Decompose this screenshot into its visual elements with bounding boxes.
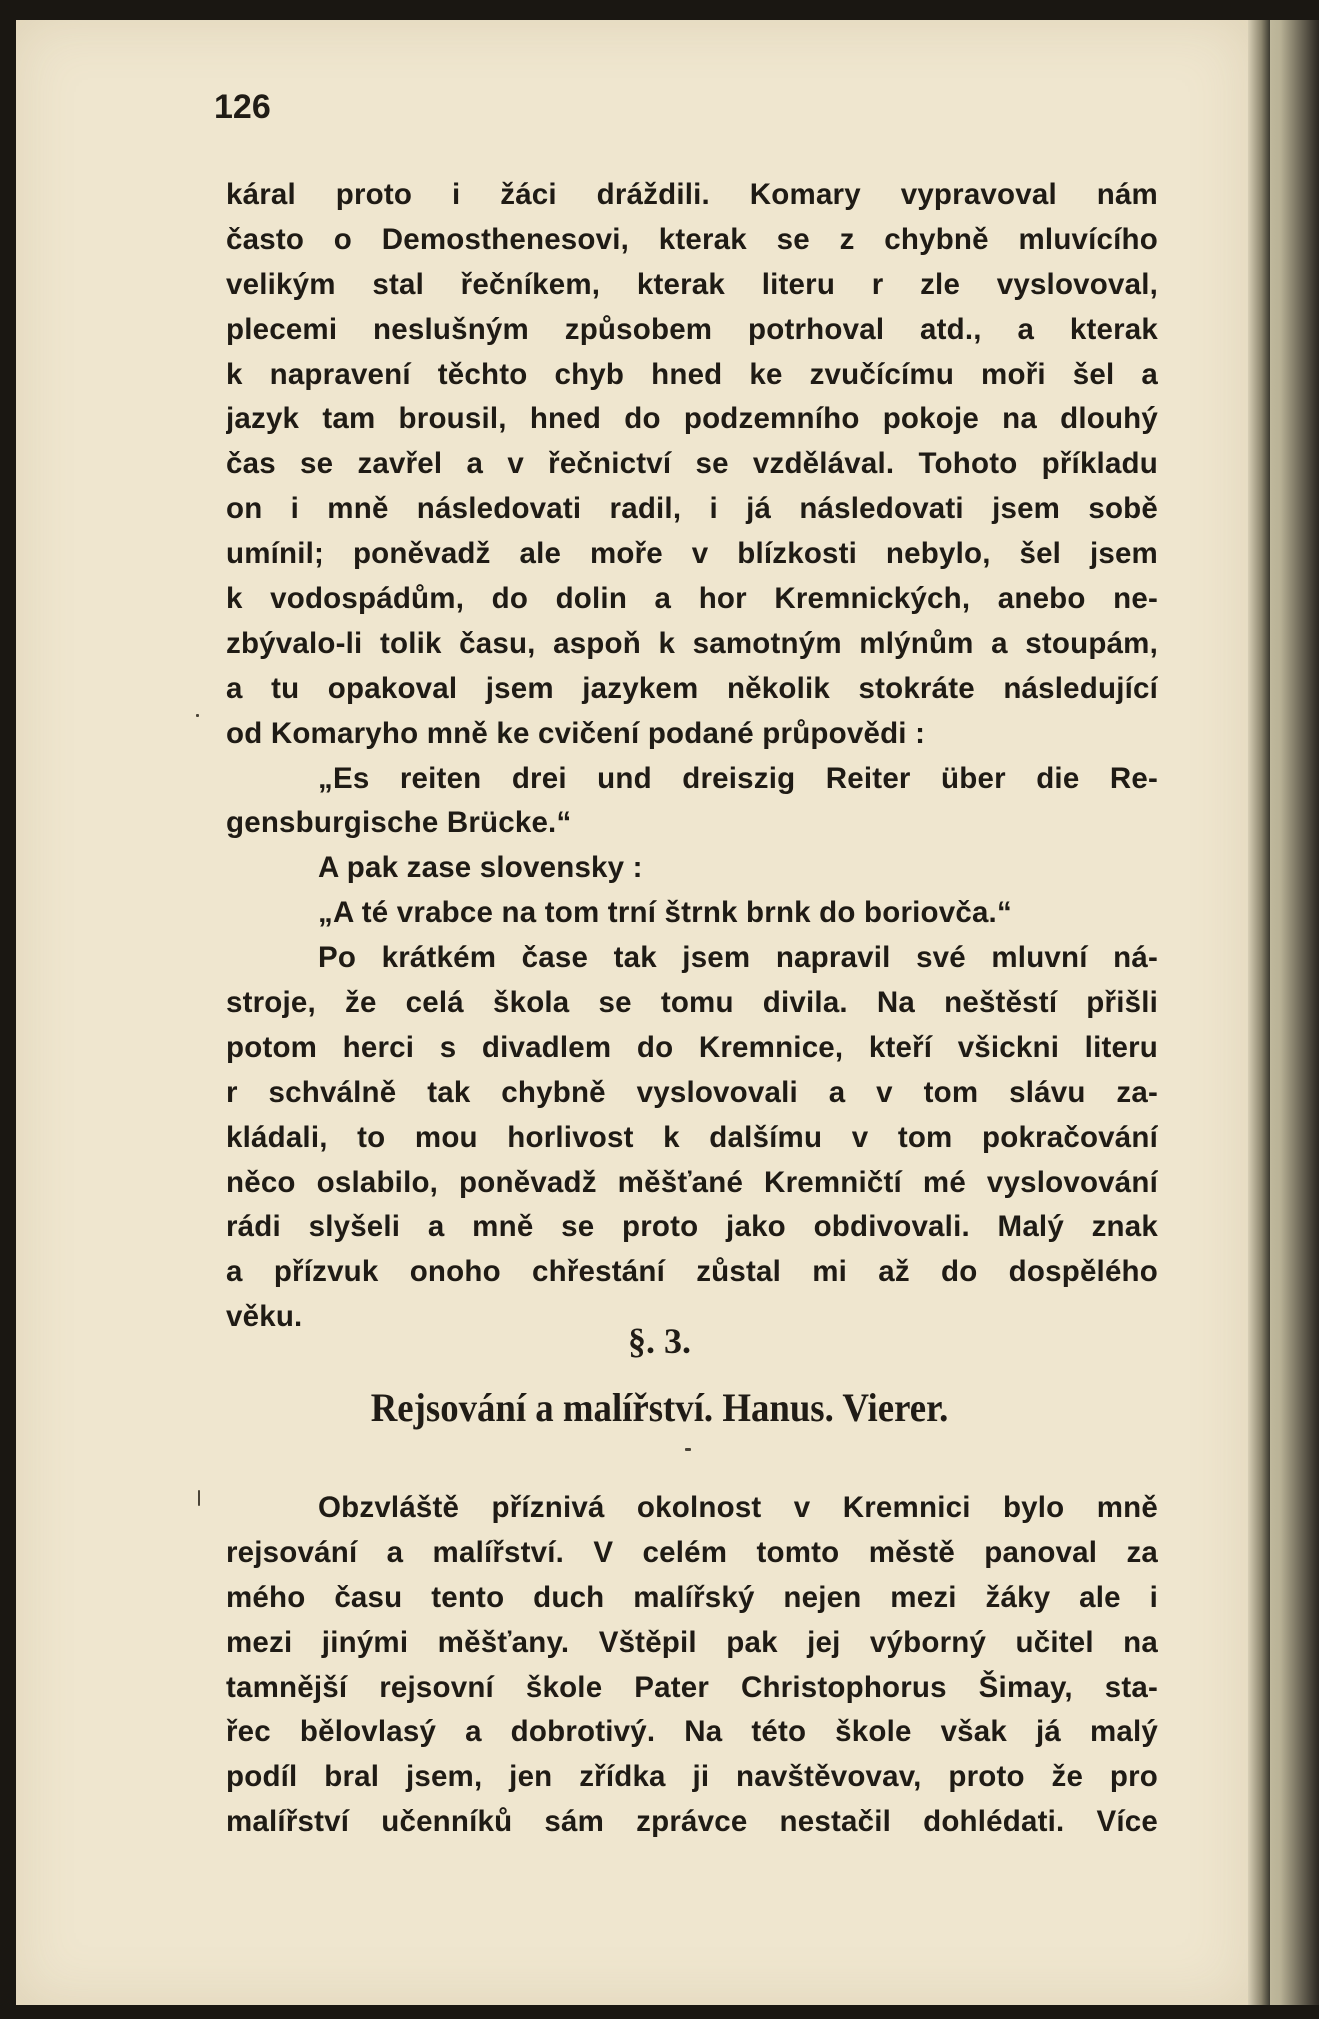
- text-line: čas se zavřel a v řečnictví se vzdělával. Tohoto příkladu: [226, 447, 1158, 481]
- text-line: zbývalo-li tolik času, aspoň k samotným mlýnům a stoupám,: [226, 626, 1158, 660]
- quote-line: „Es reiten drei und dreiszig Reiter über die Re-: [318, 761, 1158, 795]
- text-line: r schválně tak chybně vyslovovali a v tom slávu za-: [226, 1075, 1158, 1109]
- text-line: stroje, že celá škola se tomu divila. Na neštěstí přišli: [226, 986, 1158, 1020]
- text-line: káral proto i žáci dráždili. Komary vypravoval nám: [226, 178, 1158, 211]
- text-line: malířství učenníků sám zprávce nestačil dohlédati. Více: [226, 1805, 1158, 1839]
- text-line: od Komaryho mně ke cvičení podané průpovědi :: [226, 716, 926, 750]
- text-line: Obzvláště příznivá okolnost v Kremnici bylo mně: [318, 1491, 1158, 1524]
- paper-speck: [196, 714, 199, 717]
- paper-speck: [198, 1490, 200, 1506]
- paragraph-2: [226, 1486, 1158, 1845]
- text-line: a přízvuk onoho chřestání zůstal mi až do dospělého: [226, 1255, 1158, 1289]
- text-line: a tu opakoval jsem jazykem několik stokráte následující: [226, 671, 1158, 705]
- text-line: podíl bral jsem, jen zřídka ji navštěvovav, proto že pro: [226, 1760, 1158, 1794]
- text-line: kládali, to mou horlivost k dalšímu v tom pokračování: [226, 1120, 1158, 1154]
- text-line: rádi slyšeli a mně se proto jako obdivovali. Malý znak: [226, 1210, 1158, 1244]
- text-line: k vodospádům, do dolin a hor Kremnických, anebo ne-: [226, 582, 1158, 616]
- text-line: umínil; poněvadž ale moře v blízkosti nebylo, šel jsem: [226, 537, 1158, 571]
- text-line: velikým stal řečníkem, kterak literu r zle vyslovoval,: [226, 267, 1158, 301]
- text-line: mého času tento duch malířský nejen mezi žáky ale i: [226, 1580, 1158, 1614]
- text-line: Po krátkém čase tak jsem napravil své mluvní ná-: [318, 941, 1158, 975]
- text-line: něco oslabilo, poněvadž měšťané Kremničtí mé vyslovování: [226, 1165, 1158, 1199]
- quote-line: gensburgische Brücke.“: [226, 806, 572, 840]
- text-line: A pak zase slovensky :: [318, 851, 643, 885]
- text-line: věku.: [226, 1300, 303, 1334]
- text-line: jazyk tam brousil, hned do podzemního pokoje na dlouhý: [226, 402, 1158, 436]
- section-number: §. 3.: [628, 1321, 691, 1361]
- text-line: potom herci s divadlem do Kremnice, kteří všickni literu: [226, 1030, 1158, 1064]
- quote-line: „A té vrabce na tom trní štrnk brnk do boriovča.“: [318, 896, 1012, 930]
- text-line: on i mně následovati radil, i já následovati jsem sobě: [226, 492, 1158, 526]
- text-line: k napravení těchto chyb hned ke zvučícímu moři šel a: [226, 357, 1158, 391]
- text-line: mezi jinými měšťany. Vštěpil pak jej výborný učitel na: [226, 1625, 1158, 1659]
- page-number: 126: [214, 88, 271, 126]
- paragraph-1: [226, 173, 1158, 1340]
- text-line: tamnější rejsovní škole Pater Christophorus Šimay, sta-: [226, 1670, 1158, 1704]
- section-title: Rejsování a malířství. Hanus. Vierer.: [370, 1385, 949, 1430]
- text-line: rejsování a malířství. V celém tomto městě panoval za: [226, 1535, 1158, 1569]
- page-gutter: [1248, 20, 1270, 2005]
- text-line: často o Demosthenesovi, kterak se z chybně mluvícího: [226, 222, 1158, 256]
- text-line: plecemi neslušným způsobem potrhoval atd., a kterak: [226, 312, 1158, 346]
- paper-speck: [685, 1448, 691, 1451]
- text-line: řec bělovlasý a dobrotivý. Na této škole však já malý: [226, 1715, 1158, 1749]
